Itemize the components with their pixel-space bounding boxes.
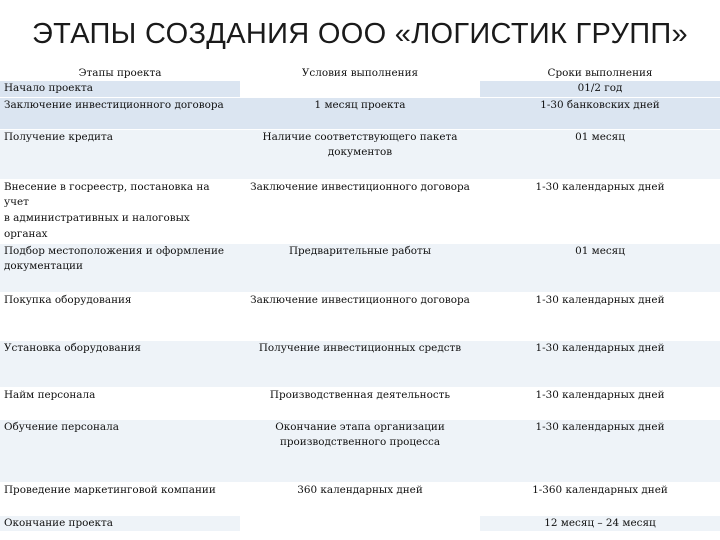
table-row (0, 419, 720, 482)
table-row (0, 515, 720, 532)
term-cell: 1-30 календарных дней (480, 340, 720, 387)
term-cell: 1-30 календарных дней (480, 179, 720, 243)
column-header-term: Сроки выполнения (480, 66, 720, 81)
table-row (0, 129, 720, 179)
column-header-stage: Этапы проекта (0, 66, 240, 81)
condition-cell (240, 515, 480, 532)
stage-cell: Проведение маркетинговой компании (0, 482, 240, 515)
table-row (0, 482, 720, 515)
condition-cell: 1 месяц проекта (240, 97, 480, 129)
table-row (0, 243, 720, 292)
condition-cell: Заключение инвестиционного договора (240, 179, 480, 243)
term-cell: 1-30 календарных дней (480, 292, 720, 340)
term-cell: 1-30 календарных дней (480, 387, 720, 419)
condition-cell (240, 81, 480, 98)
term-cell: 12 месяц – 24 месяц (480, 515, 720, 532)
condition-cell: Окончание этапа организации производственного процесса (240, 419, 480, 482)
stage-cell: Окончание проекта (0, 515, 240, 532)
column-header-condition: Условия выполнения (240, 66, 480, 81)
term-cell: 1-360 календарных дней (480, 482, 720, 515)
condition-cell: Заключение инвестиционного договора (240, 292, 480, 340)
condition-cell: 360 календарных дней (240, 482, 480, 515)
condition-cell: Наличие соответствующего пакета документов (240, 129, 480, 179)
table-row (0, 179, 720, 243)
term-cell: 1-30 календарных дней (480, 419, 720, 482)
stage-cell: Покупка оборудования (0, 292, 240, 340)
stage-cell: Обучение персонала (0, 419, 240, 482)
term-cell: 1-30 банковских дней (480, 97, 720, 129)
stages-table (0, 66, 720, 532)
table-row (0, 97, 720, 129)
condition-cell: Получение инвестиционных средств (240, 340, 480, 387)
stage-cell: Получение кредита (0, 129, 240, 179)
condition-cell: Предварительные работы (240, 243, 480, 292)
stage-cell: Найм персонала (0, 387, 240, 419)
table-row (0, 340, 720, 387)
stage-cell: Начало проекта (0, 81, 240, 98)
stage-cell: Заключение инвестиционного договора (0, 97, 240, 129)
condition-cell: Производственная деятельность (240, 387, 480, 419)
stage-cell: Установка оборудования (0, 340, 240, 387)
term-cell: 01 месяц (480, 243, 720, 292)
stage-cell: Внесение в госреестр, постановка на учет в административных и налоговых органах (0, 179, 240, 243)
stage-cell: Подбор местоположения и оформление документации (0, 243, 240, 292)
table-header-row (0, 66, 720, 81)
page-title: ЭТАПЫ СОЗДАНИЯ ООО «ЛОГИСТИК ГРУПП» (32, 18, 688, 50)
term-cell: 01/2 год (480, 81, 720, 98)
table-row (0, 292, 720, 340)
term-cell: 01 месяц (480, 129, 720, 179)
table-row (0, 387, 720, 419)
table-row (0, 81, 720, 98)
